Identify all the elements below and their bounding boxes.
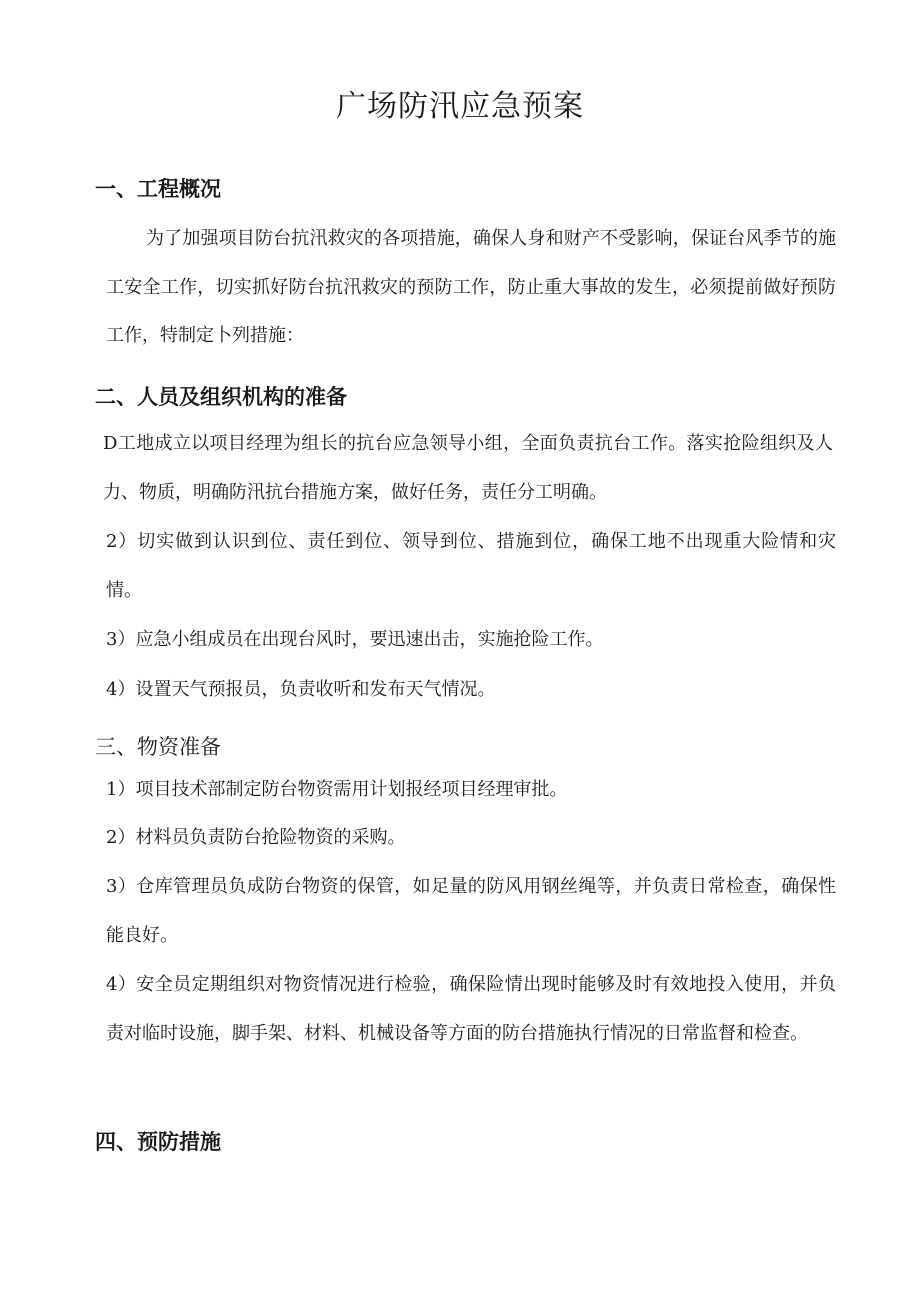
section-3-paragraph-3: 3）仓库管理员负成防台物资的保管，如足量的防风用钢丝绳等，并负责日常检查，确保性能良好。 [106, 876, 836, 946]
section-3-paragraph-1: 1）项目技术部制定防台物资需用计划报经项目经理审批。 [106, 779, 568, 800]
section-heading-3: 三、物资准备 [95, 735, 221, 759]
section-2-paragraph-2: 2）切实做到认识到位、责任到位、领导到位、措施到位，确保工地不出现重大险情和灾情。 [106, 531, 836, 601]
section-2-paragraph-1: D工地成立以项目经理为组长的抗台应急领导小组，全面负责抗台工作。落实抢险组织及人力、物质，明确防汛抗台措施方案，做好任务，责任分工明确。 [103, 433, 833, 503]
section-1-paragraph-1: 为了加强项目防台抗汛救灾的各项措施，确保人身和财产不受影响，保证台风季节的施工安全工作，切实抓好防台抗汛救灾的预防工作，防止重大事故的发生，必须提前做好预防工作，特制定卜列措施： [106, 228, 836, 346]
section-3-paragraph-2: 2）材料员负责防台抢险物资的采购。 [106, 827, 406, 848]
document-title: 广场防汛应急预案 [336, 89, 584, 124]
section-heading-2: 二、人员及组织机构的准备 [95, 385, 347, 409]
section-3-paragraph-4: 4）安全员定期组织对物资情况进行检验，确保险情出现时能够及时有效地投入使用，并负责对临时设施，脚手架、材料、机械设备等方面的防台措施执行情况的日常监督和检查。 [106, 974, 836, 1044]
section-heading-1: 一、工程概况 [95, 177, 221, 201]
section-heading-4: 四、预防措施 [95, 1130, 221, 1154]
section-2-paragraph-3: 3）应急小组成员在出现台风时，要迅速出击，实施抢险工作。 [106, 629, 604, 650]
section-2-paragraph-4: 4）设置天气预报员，负责收听和发布天气情况。 [106, 679, 496, 700]
